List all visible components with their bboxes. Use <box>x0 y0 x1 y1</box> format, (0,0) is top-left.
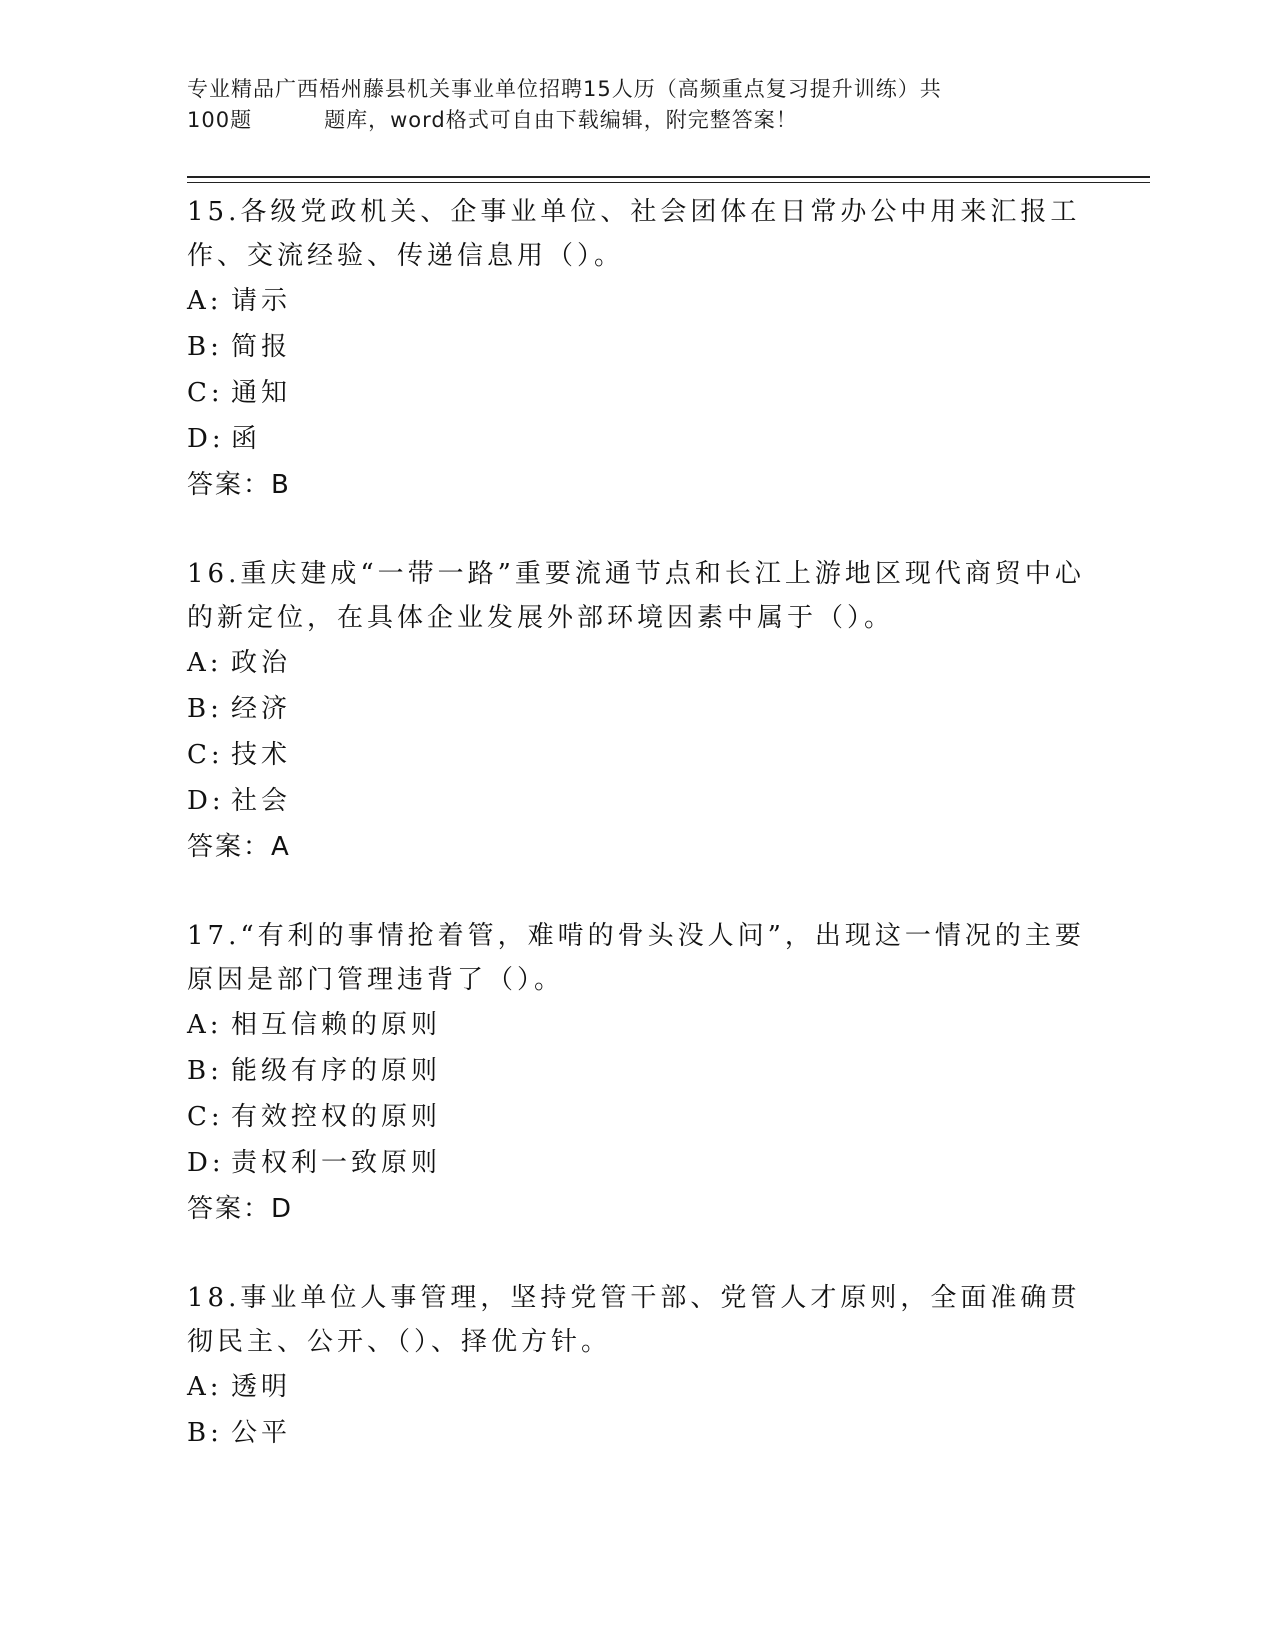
option-key: C: <box>187 1102 224 1132</box>
option-d <box>187 1140 1087 1186</box>
question-15 <box>187 190 1087 508</box>
option-text: 社会 <box>231 786 292 816</box>
option-text: 经济 <box>231 694 292 724</box>
question-stem: 17.“有利的事情抢着管，难啃的骨头没人问”，出现这一情况的主要原因是部门管理违背了（）。 <box>187 921 1085 995</box>
document-header <box>187 74 1067 136</box>
question-16 <box>187 552 1087 870</box>
option-c <box>187 1094 1087 1140</box>
header-title-line1: 专业精品广西梧州藤县机关事业单位招聘15人历（高频重点复习提升训练）共 <box>187 77 942 101</box>
option-text: 简报 <box>231 332 292 362</box>
option-b <box>187 1048 1087 1094</box>
question-18 <box>187 1276 1087 1456</box>
header-description: 题库，word格式可自由下载编辑，附完整答案！ <box>324 108 798 132</box>
option-a <box>187 1002 1087 1048</box>
answer-label: 答案：A <box>187 832 291 862</box>
option-key: A: <box>187 1010 223 1040</box>
option-text: 请示 <box>231 286 292 316</box>
question-stem: 16.重庆建成“一带一路”重要流通节点和长江上游地区现代商贸中心的新定位，在具体企业发展外部环境因素中属于（）。 <box>187 559 1085 633</box>
option-b <box>187 686 1087 732</box>
option-d <box>187 416 1087 462</box>
question-stem: 15.各级党政机关、企事业单位、社会团体在日常办公中用来汇报工作、交流经验、传递信息用（）。 <box>187 197 1081 271</box>
option-key: B: <box>187 332 223 362</box>
option-b <box>187 1410 1087 1456</box>
option-d <box>187 778 1087 824</box>
option-text: 技术 <box>231 740 292 770</box>
option-key: C: <box>187 740 224 770</box>
header-question-count: 100题 <box>187 108 253 132</box>
option-text: 有效控权的原则 <box>231 1102 442 1132</box>
option-a <box>187 278 1087 324</box>
option-key: D: <box>187 1148 225 1178</box>
option-key: B: <box>187 1056 223 1086</box>
option-b <box>187 324 1087 370</box>
question-list <box>187 190 1087 1500</box>
question-17 <box>187 914 1087 1232</box>
option-key: A: <box>187 286 223 316</box>
question-stem: 18.事业单位人事管理，坚持党管干部、党管人才原则，全面准确贯彻民主、公开、（）、择优方针。 <box>187 1283 1081 1357</box>
option-key: B: <box>187 1418 223 1448</box>
option-c <box>187 370 1087 416</box>
option-text: 透明 <box>231 1372 292 1402</box>
option-key: B: <box>187 694 223 724</box>
option-key: A: <box>187 648 223 678</box>
option-key: A: <box>187 1372 223 1402</box>
option-text: 通知 <box>231 378 292 408</box>
option-a <box>187 1364 1087 1410</box>
option-text: 责权利一致原则 <box>231 1148 442 1178</box>
option-text: 能级有序的原则 <box>231 1056 442 1086</box>
option-text: 函 <box>231 424 262 454</box>
option-c <box>187 732 1087 778</box>
answer-label: 答案：B <box>187 470 291 500</box>
answer-label: 答案：D <box>187 1194 294 1224</box>
option-text: 相互信赖的原则 <box>231 1010 442 1040</box>
option-text: 政治 <box>231 648 292 678</box>
option-key: D: <box>187 424 225 454</box>
header-title-line2 <box>187 105 1067 136</box>
option-text: 公平 <box>231 1418 292 1448</box>
option-key: C: <box>187 378 224 408</box>
option-key: D: <box>187 786 225 816</box>
header-divider-thin <box>187 182 1150 183</box>
header-divider-thick <box>187 176 1150 178</box>
option-a <box>187 640 1087 686</box>
